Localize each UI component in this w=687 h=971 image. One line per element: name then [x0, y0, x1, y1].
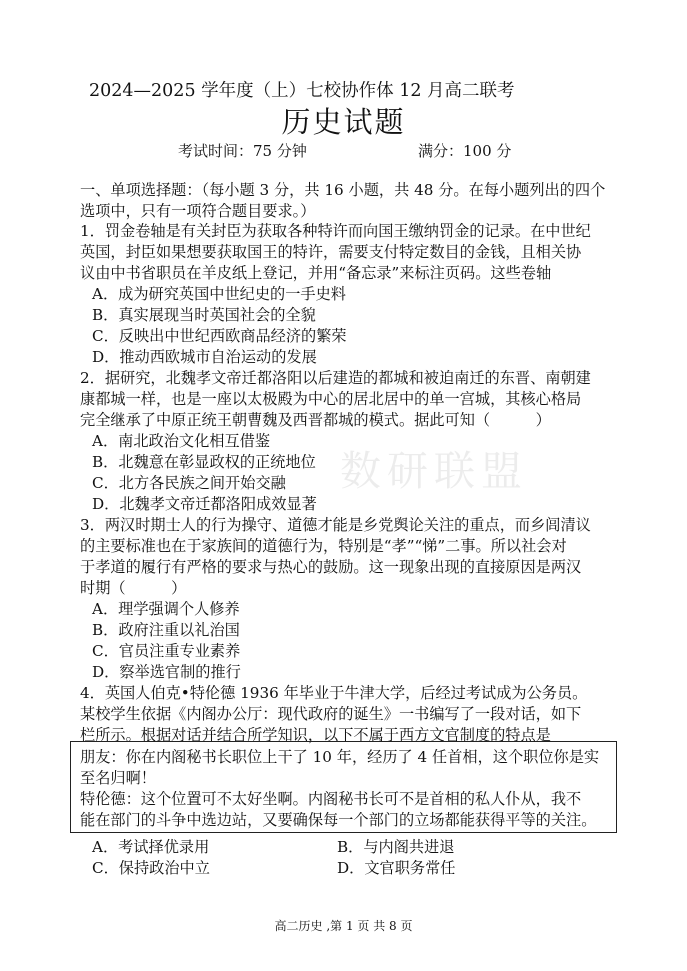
section-heading-line: 选项中，只有一项符合题目要求。） — [80, 202, 316, 220]
question-3-option-a: A．理学强调个人修养 — [92, 600, 240, 618]
question-3-option-b: B．政府注重以礼治国 — [92, 621, 240, 639]
section-heading-line: 一、单项选择题：（每小题 3 分，共 16 小题，共 48 分。在每小题列出的四个 — [80, 181, 606, 199]
dialog-line: 朋友：你在内阁秘书长职位上干了 10 年，经历了 4 任首相，这个职位你是实 — [80, 748, 600, 766]
question-3-option-c: C．官员注重专业素养 — [92, 642, 241, 660]
question-3-text: 时期（ ） — [80, 579, 187, 597]
question-3-option-d: D．察举选官制的推行 — [92, 663, 241, 681]
question-1-option-b: B．真实展现当时英国社会的全貌 — [92, 306, 316, 324]
question-2-option-a: A．南北政治文化相互借鉴 — [92, 432, 271, 450]
question-2-text: 2．据研究，北魏孝文帝迁都洛阳以后建造的都城和被迫南迁的东晋、南朝建 — [80, 369, 591, 387]
watermark: 数研联盟 — [340, 447, 528, 495]
page-title: 历史试题 — [281, 105, 406, 139]
question-1-option-c: C．反映出中世纪西欧商品经济的繁荣 — [92, 327, 347, 345]
question-1-text: 1．罚金卷轴是有关封臣为获取各种特许而向国王缴纳罚金的记录。在中世纪 — [80, 222, 591, 240]
page-footer: 高二历史 ,第 1 页 共 8 页 — [274, 919, 413, 933]
question-1-text: 英国，封臣如果想要获取国王的特许，需要支付特定数目的金钱，且相关协 — [80, 243, 582, 261]
question-1-option-d: D．推动西欧城市自治运动的发展 — [92, 348, 317, 366]
question-2-text: 完全继承了中原正统王朝曹魏及西晋都城的模式。据此可知（ ） — [80, 411, 551, 429]
question-2-option-d: D．北魏孝文帝迁都洛阳成效显著 — [92, 495, 317, 513]
question-4-option-c: C．保持政治中立 — [92, 859, 210, 877]
question-4-option-b: B．与内阁共进退 — [337, 838, 455, 856]
exam-header: 2024—2025 学年度（上）七校协作体 12 月高二联考 — [89, 81, 515, 101]
question-4-option-d: D．文官职务常任 — [337, 859, 456, 877]
dialog-line: 特伦德：这个位置可不太好坐啊。内阁秘书长可不是首相的私人仆从，我不 — [80, 790, 582, 808]
full-score: 满分：100 分 — [418, 142, 512, 160]
question-4-text: 某校学生依据《内阁办公厅：现代政府的诞生》一书编写了一段对话，如下 — [80, 705, 582, 723]
question-4-text: 4．英国人伯克•特伦德 1936 年毕业于牛津大学，后经过考试成为公务员。 — [80, 684, 588, 702]
question-4-option-a: A．考试择优录用 — [92, 838, 210, 856]
dialog-line: 至名归啊！ — [80, 769, 156, 787]
question-1-text: 议由中书省职员在羊皮纸上登记，并用“备忘录”来标注页码。这些卷轴 — [80, 264, 552, 282]
question-3-text: 的主要标准也在于家族间的道德行为，特别是“孝”“悌”二事。所以社会对 — [80, 537, 567, 555]
question-2-option-c: C．北方各民族之间开始交融 — [92, 474, 286, 492]
exam-time: 考试时间：75 分钟 — [178, 142, 307, 160]
question-3-text: 于孝道的履行有严格的要求与热心的鼓励。这一现象出现的直接原因是两汉 — [80, 558, 582, 576]
question-2-text: 康都城一样，也是一座以太极殿为中心的居北居中的单一宫城，其核心格局 — [80, 390, 582, 408]
question-3-text: 3．两汉时期士人的行为操守、道德才能是乡党舆论关注的重点，而乡闾清议 — [80, 516, 591, 534]
question-1-option-a: A．成为研究英国中世纪史的一手史料 — [92, 285, 346, 303]
question-2-option-b: B．北魏意在彰显政权的正统地位 — [92, 453, 316, 471]
question-4-text: 栏所示。根据对话并结合所学知识，以下不属于西方文官制度的特点是 — [80, 726, 551, 744]
dialog-line: 能在部门的斗争中选边站，又要确保每一个部门的立场都能获得平等的关注。 — [80, 811, 597, 829]
